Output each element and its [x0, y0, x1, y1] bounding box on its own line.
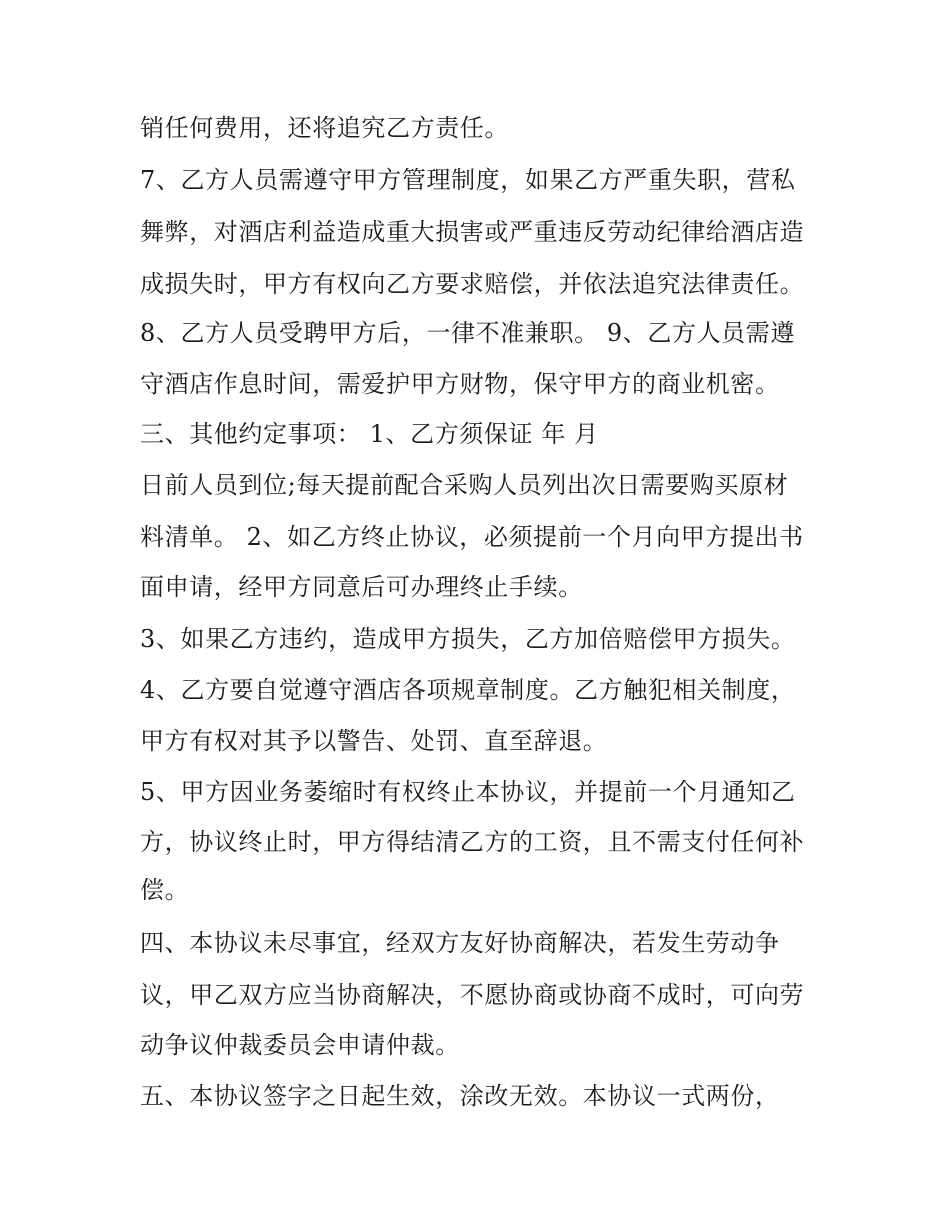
text-line: 五、本协议签字之日起生效，涂改无效。本协议一式两份，	[140, 1082, 780, 1110]
text-line: 面申请，经甲方同意后可办理终止手续。	[140, 573, 583, 601]
text-line: 舞弊，对酒店利益造成重大损害或严重违反劳动纪律给酒店造	[140, 218, 805, 246]
text-line: 守酒店作息时间，需爱护甲方财物，保守甲方的商业机密。	[140, 370, 780, 398]
text-line: 方，协议终止时，甲方得结清乙方的工资，且不需支付任何补	[140, 828, 805, 856]
text-line: 8、乙方人员受聘甲方后，一律不准兼职。 9、乙方人员需遵	[140, 319, 795, 347]
text-line: 销任何费用，还将追究乙方责任。	[140, 114, 509, 142]
text-line: 三、其他约定事项： 1、乙方须保证 年 月	[140, 420, 599, 448]
text-line: 动争议仲裁委员会申请仲裁。	[140, 1031, 460, 1059]
text-line: 3、如果乙方违约，造成甲方损失，乙方加倍赔偿甲方损失。	[140, 625, 796, 653]
text-line: 5、甲方因业务萎缩时有权终止本协议，并提前一个月通知乙	[140, 778, 796, 806]
text-line: 议，甲乙双方应当协商解决，不愿协商或协商不成时，可向劳	[140, 981, 805, 1009]
text-line: 成损失时，甲方有权向乙方要求赔偿，并依法追究法律责任。	[140, 270, 805, 298]
text-line: 7、乙方人员需遵守甲方管理制度，如果乙方严重失职，营私	[140, 166, 796, 194]
text-line: 偿。	[140, 876, 190, 904]
text-line: 4、乙方要自觉遵守酒店各项规章制度。乙方触犯相关制度，	[140, 676, 796, 704]
text-line: 日前人员到位;每天提前配合采购人员列出次日需要购买原材	[140, 471, 789, 499]
text-line: 四、本协议未尽事宜，经双方友好协商解决，若发生劳动争	[140, 929, 780, 957]
text-line: 甲方有权对其予以警告、处罚、直至辞退。	[140, 727, 608, 755]
text-line: 料清单。 2、如乙方终止协议，必须提前一个月向甲方提出书	[140, 523, 804, 551]
